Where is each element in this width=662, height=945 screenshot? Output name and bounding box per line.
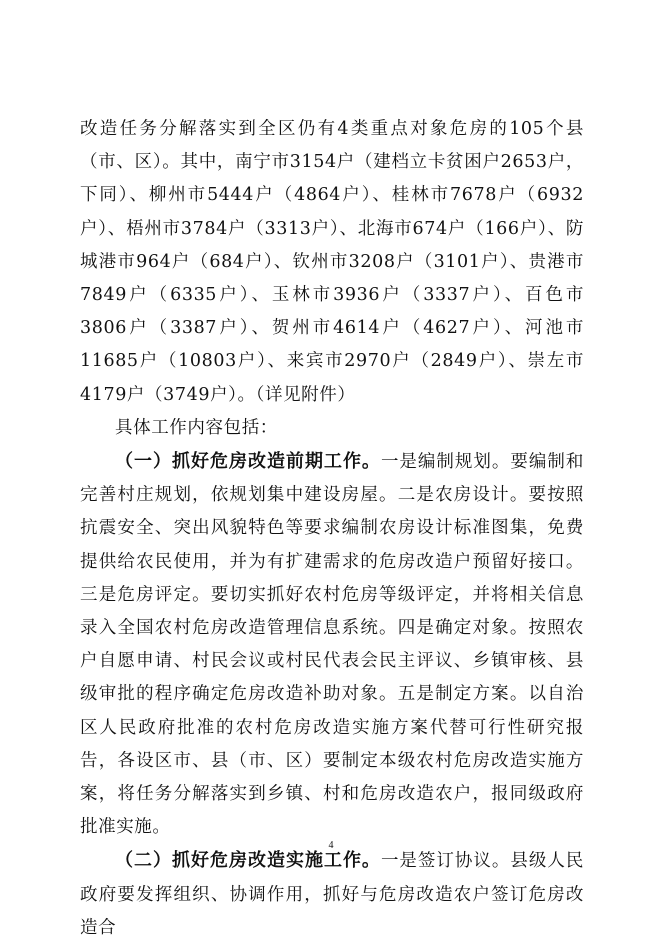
document-body (80, 113, 584, 945)
page-number: 4 (328, 840, 334, 851)
section-heading-implementation-work: （二）抓好危房改造实施工作。 (115, 850, 381, 872)
paragraph-implementation-work (80, 844, 584, 945)
section-body-implementation-work: 一是签订协议。县级人民政府要发挥组织、协调作用，抓好与危房改造农户签订危房改造合 (80, 851, 584, 938)
paragraph-preliminary-work (80, 445, 584, 844)
paragraph-work-content-intro: 具体工作内容包括： (115, 417, 278, 438)
paragraph-task-allocation: 改造任务分解落实到全区仍有4类重点对象危房的105个县（市、区）。其中，南宁市3154户（建档立卡贫困户2653户，下同）、柳州市5444户（4864户）、桂林市7678户（6932户）、梧州市3784户（3313户）、北海市674户（166户）、防城港市964户（684户）、钦州市3208户（3101户）、贵港市7849户（6335户）、玉林市3936户（3337户）、百色市3806户（3387户）、贺州市4614户（4627户）、河池市11685户（10803户）、来宾市2970户（2849户）、崇左市4179户（3749户）。（详见附件） (80, 119, 584, 405)
section-body-preliminary-work: 一是编制规划。要编制和完善村庄规划，依规划集中建设房屋。二是农房设计。要按照抗震安全、突出风貌特色等要求编制农房设计标准图集，免费提供给农民使用，并为有扩建需求的危房改造户预留好接口。三是危房评定。要切实抓好农村危房等级评定，并将相关信息录入全国农村危房改造管理信息系统。四是确定对象。按照农户自愿申请、村民会议或村民代表会民主评议、乡镇审核、县级审批的程序确定危房改造补助对象。五是制定方案。以自治区人民政府批准的农村危房改造实施方案代替可行性研究报告，各设区市、县（市、区）要制定本级农村危房改造实施方案，将任务分解落实到乡镇、村和危房改造农户，报同级政府批准实施。 (80, 452, 584, 838)
section-heading-preliminary-work: （一）抓好危房改造前期工作。 (115, 451, 381, 473)
